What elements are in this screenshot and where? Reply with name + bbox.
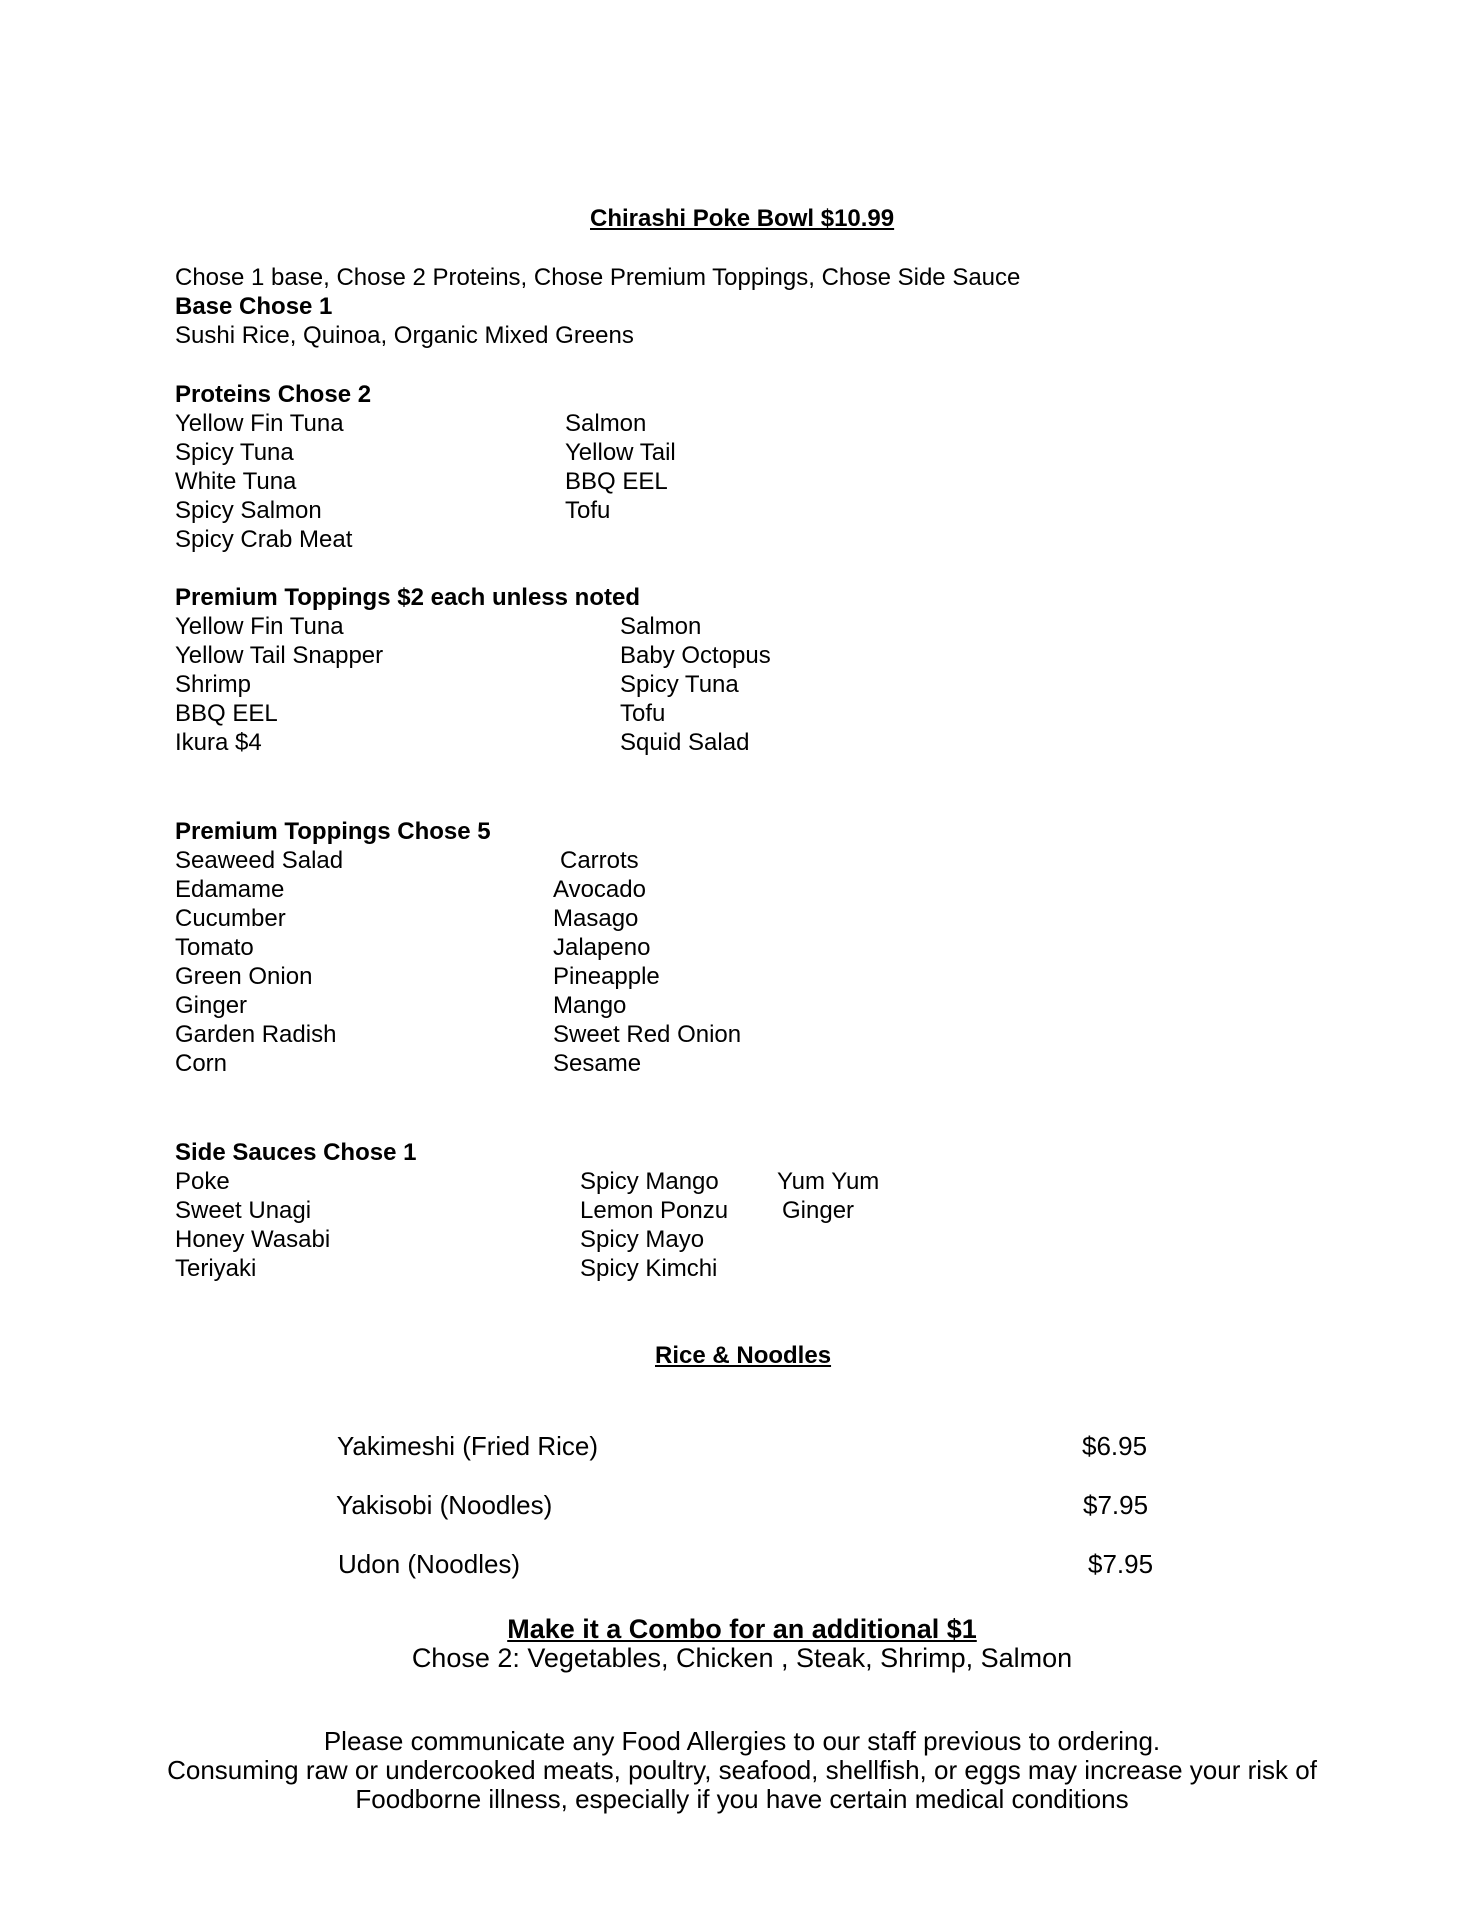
menu-item-price: $7.95 [1083, 1490, 1149, 1520]
list-item: Carrots [560, 847, 639, 874]
list-item: Spicy Crab Meat [175, 526, 353, 553]
list-item: Spicy Salmon [175, 497, 322, 524]
list-item: Yellow Fin Tuna [175, 613, 344, 640]
list-item: Lemon Ponzu [580, 1197, 729, 1224]
premium-toppings-col2 [620, 612, 771, 757]
list-item: Yellow Tail Snapper [175, 642, 384, 669]
list-item: Yellow Tail [565, 439, 676, 466]
combo-heading: Make it a Combo for an additional $1 [507, 1614, 977, 1644]
page-title: Chirashi Poke Bowl $10.99 [590, 205, 895, 232]
list-item: Baby Octopus [620, 642, 771, 669]
list-item: Tofu [620, 700, 666, 727]
list-item: Tofu [565, 497, 611, 524]
list-item: Jalapeno [553, 934, 651, 961]
list-item: Spicy Tuna [620, 671, 739, 698]
toppings-chose5-col1 [175, 846, 343, 1078]
proteins-col2 [565, 409, 676, 525]
toppings-chose5-col2 [553, 846, 741, 1078]
list-item: Avocado [553, 876, 646, 903]
list-item: Ginger [782, 1197, 855, 1224]
list-item: Tomato [175, 934, 254, 961]
list-item: White Tuna [175, 468, 297, 495]
list-item: Mango [553, 992, 627, 1019]
list-item: Ginger [175, 992, 248, 1019]
list-item: Salmon [620, 613, 702, 640]
list-item: Corn [175, 1050, 228, 1077]
list-item: Sweet Red Onion [553, 1021, 742, 1048]
list-item: Spicy Mayo [580, 1226, 705, 1253]
list-item: BBQ EEL [175, 700, 278, 727]
raw-food-warning-cont: Foodborne illness, especially if you have certain medical conditions [355, 1784, 1129, 1814]
allergy-notice: Please communicate any Food Allergies to our staff previous to ordering. [323, 1726, 1161, 1756]
list-item: Honey Wasabi [175, 1226, 331, 1253]
list-item: Ikura $4 [175, 729, 262, 756]
combo-text: Chose 2: Vegetables, Chicken , Steak, Shrimp, Salmon [411, 1643, 1073, 1673]
proteins-heading: Proteins Chose 2 [175, 381, 372, 408]
base-heading: Base Chose 1 [175, 293, 333, 320]
list-item: Yellow Fin Tuna [175, 410, 344, 437]
side-sauces-heading: Side Sauces Chose 1 [175, 1139, 417, 1166]
toppings-chose5-heading: Premium Toppings Chose 5 [175, 818, 491, 845]
list-item: Squid Salad [620, 729, 750, 756]
side-sauces-col2 [580, 1167, 728, 1283]
list-item: Sesame [553, 1050, 642, 1077]
list-item: Teriyaki [175, 1255, 257, 1282]
list-item: Sweet Unagi [175, 1197, 312, 1224]
list-item: Spicy Mango [580, 1168, 719, 1195]
list-item: Shrimp [175, 671, 252, 698]
list-item: Spicy Kimchi [580, 1255, 718, 1282]
menu-item-name: Yakisobi (Noodles) [336, 1490, 553, 1520]
list-item: Seaweed Salad [175, 847, 344, 874]
proteins-col1 [175, 409, 352, 554]
list-item: Salmon [565, 410, 647, 437]
rice-noodles-heading: Rice & Noodles [655, 1342, 832, 1369]
intro-text: Chose 1 base, Chose 2 Proteins, Chose Premium Toppings, Chose Side Sauce [175, 264, 1021, 291]
list-item: Edamame [175, 876, 285, 903]
menu-item-price: $7.95 [1088, 1549, 1154, 1579]
list-item: Masago [553, 905, 639, 932]
menu-item-name: Udon (Noodles) [338, 1549, 521, 1579]
side-sauces-col1 [175, 1167, 330, 1283]
premium-toppings-heading: Premium Toppings $2 each unless noted [175, 584, 640, 611]
list-item: Garden Radish [175, 1021, 337, 1048]
list-item: Poke [175, 1168, 230, 1195]
raw-food-warning: Consuming raw or undercooked meats, poultry, seafood, shellfish, or eggs may increase your risk of [167, 1755, 1317, 1785]
premium-toppings-col1 [175, 612, 383, 757]
list-item: Cucumber [175, 905, 286, 932]
list-item: BBQ EEL [565, 468, 668, 495]
side-sauces-col3 [777, 1167, 879, 1225]
base-items: Sushi Rice, Quinoa, Organic Mixed Greens [175, 322, 634, 349]
list-item: Pineapple [553, 963, 660, 990]
menu-item-price: $6.95 [1082, 1431, 1148, 1461]
list-item: Green Onion [175, 963, 313, 990]
list-item: Spicy Tuna [175, 439, 294, 466]
menu-item-name: Yakimeshi (Fried Rice) [337, 1431, 599, 1461]
list-item: Yum Yum [777, 1168, 880, 1195]
